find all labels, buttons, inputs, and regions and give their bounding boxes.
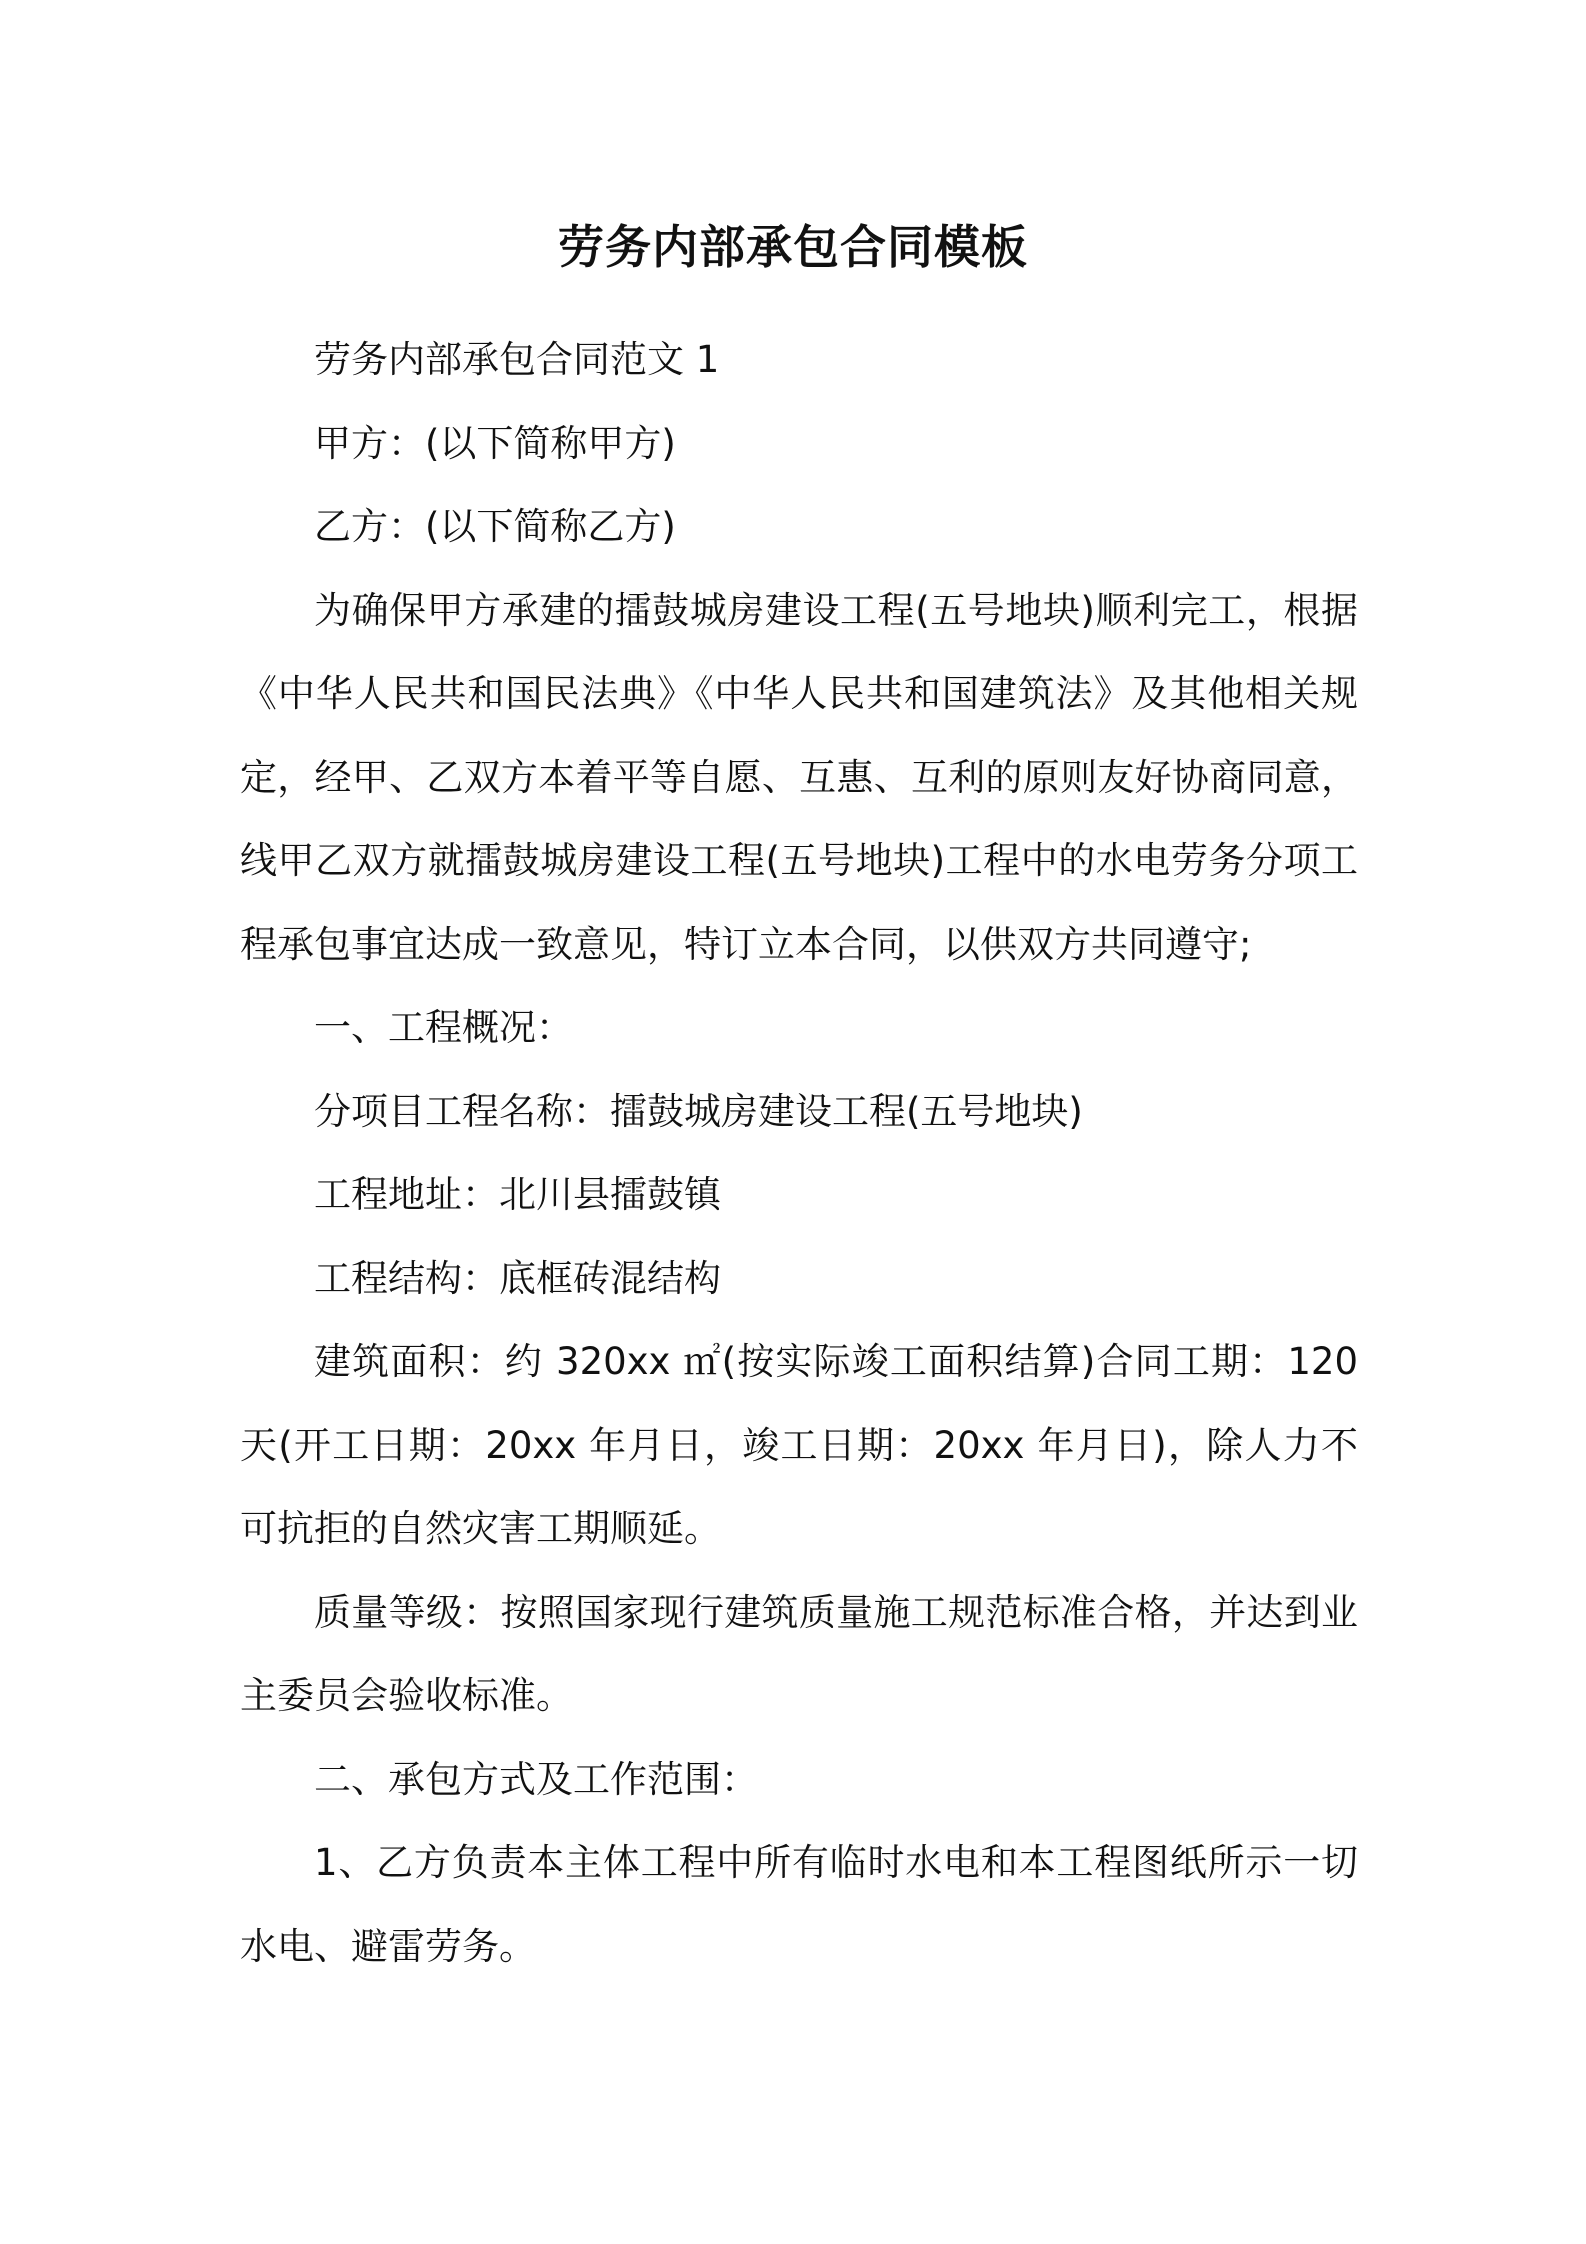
section-heading-contract-scope: 二、承包方式及工作范围：: [314, 1757, 758, 1801]
paragraph-preamble: 为确保甲方承建的擂鼓城房建设工程(五号地块)顺利完工，根据《中华人民共和国民法典》《中华人民共和国建筑法》及其他相关规定，经甲、乙双方本着平等自愿、互惠、互利的原则友好协商同意，线甲乙双方就擂鼓城房建设工程(五号地块)工程中的水电劳务分项工程承包事宜达成一致意见，特订立本合同，以供双方共同遵守;: [240, 588, 1358, 966]
document-title: 劳务内部承包合同模板: [558, 220, 1028, 274]
paragraph-party-a: 甲方：(以下简称甲方): [314, 421, 676, 465]
document-body: [240, 318, 1358, 1988]
paragraph-scope-item-1: 1、乙方负责本主体工程中所有临时水电和本工程图纸所示一切水电、避雷劳务。: [240, 1841, 1358, 1968]
paragraph-project-structure: 工程结构：底框砖混结构: [314, 1256, 721, 1300]
paragraph-project-name: 分项目工程名称：擂鼓城房建设工程(五号地块): [314, 1089, 1083, 1133]
paragraph-party-b: 乙方：(以下简称乙方): [314, 505, 676, 548]
paragraph-quality-level: 质量等级：按照国家现行建筑质量施工规范标准合格，并达到业主委员会验收标准。: [240, 1590, 1358, 1717]
paragraph-contract-sample-heading: 劳务内部承包合同范文 1: [314, 338, 720, 381]
paragraph-building-area: 建筑面积：约 320xx ㎡(按实际竣工面积结算)合同工期：120 天(开工日期：20xx 年月日，竣工日期：20xx 年月日)，除人力不可抗拒的自然灾害工期顺延。: [240, 1340, 1358, 1550]
section-heading-project-overview: 一、工程概况：: [314, 1006, 573, 1049]
paragraph-project-address: 工程地址：北川县擂鼓镇: [314, 1173, 721, 1216]
